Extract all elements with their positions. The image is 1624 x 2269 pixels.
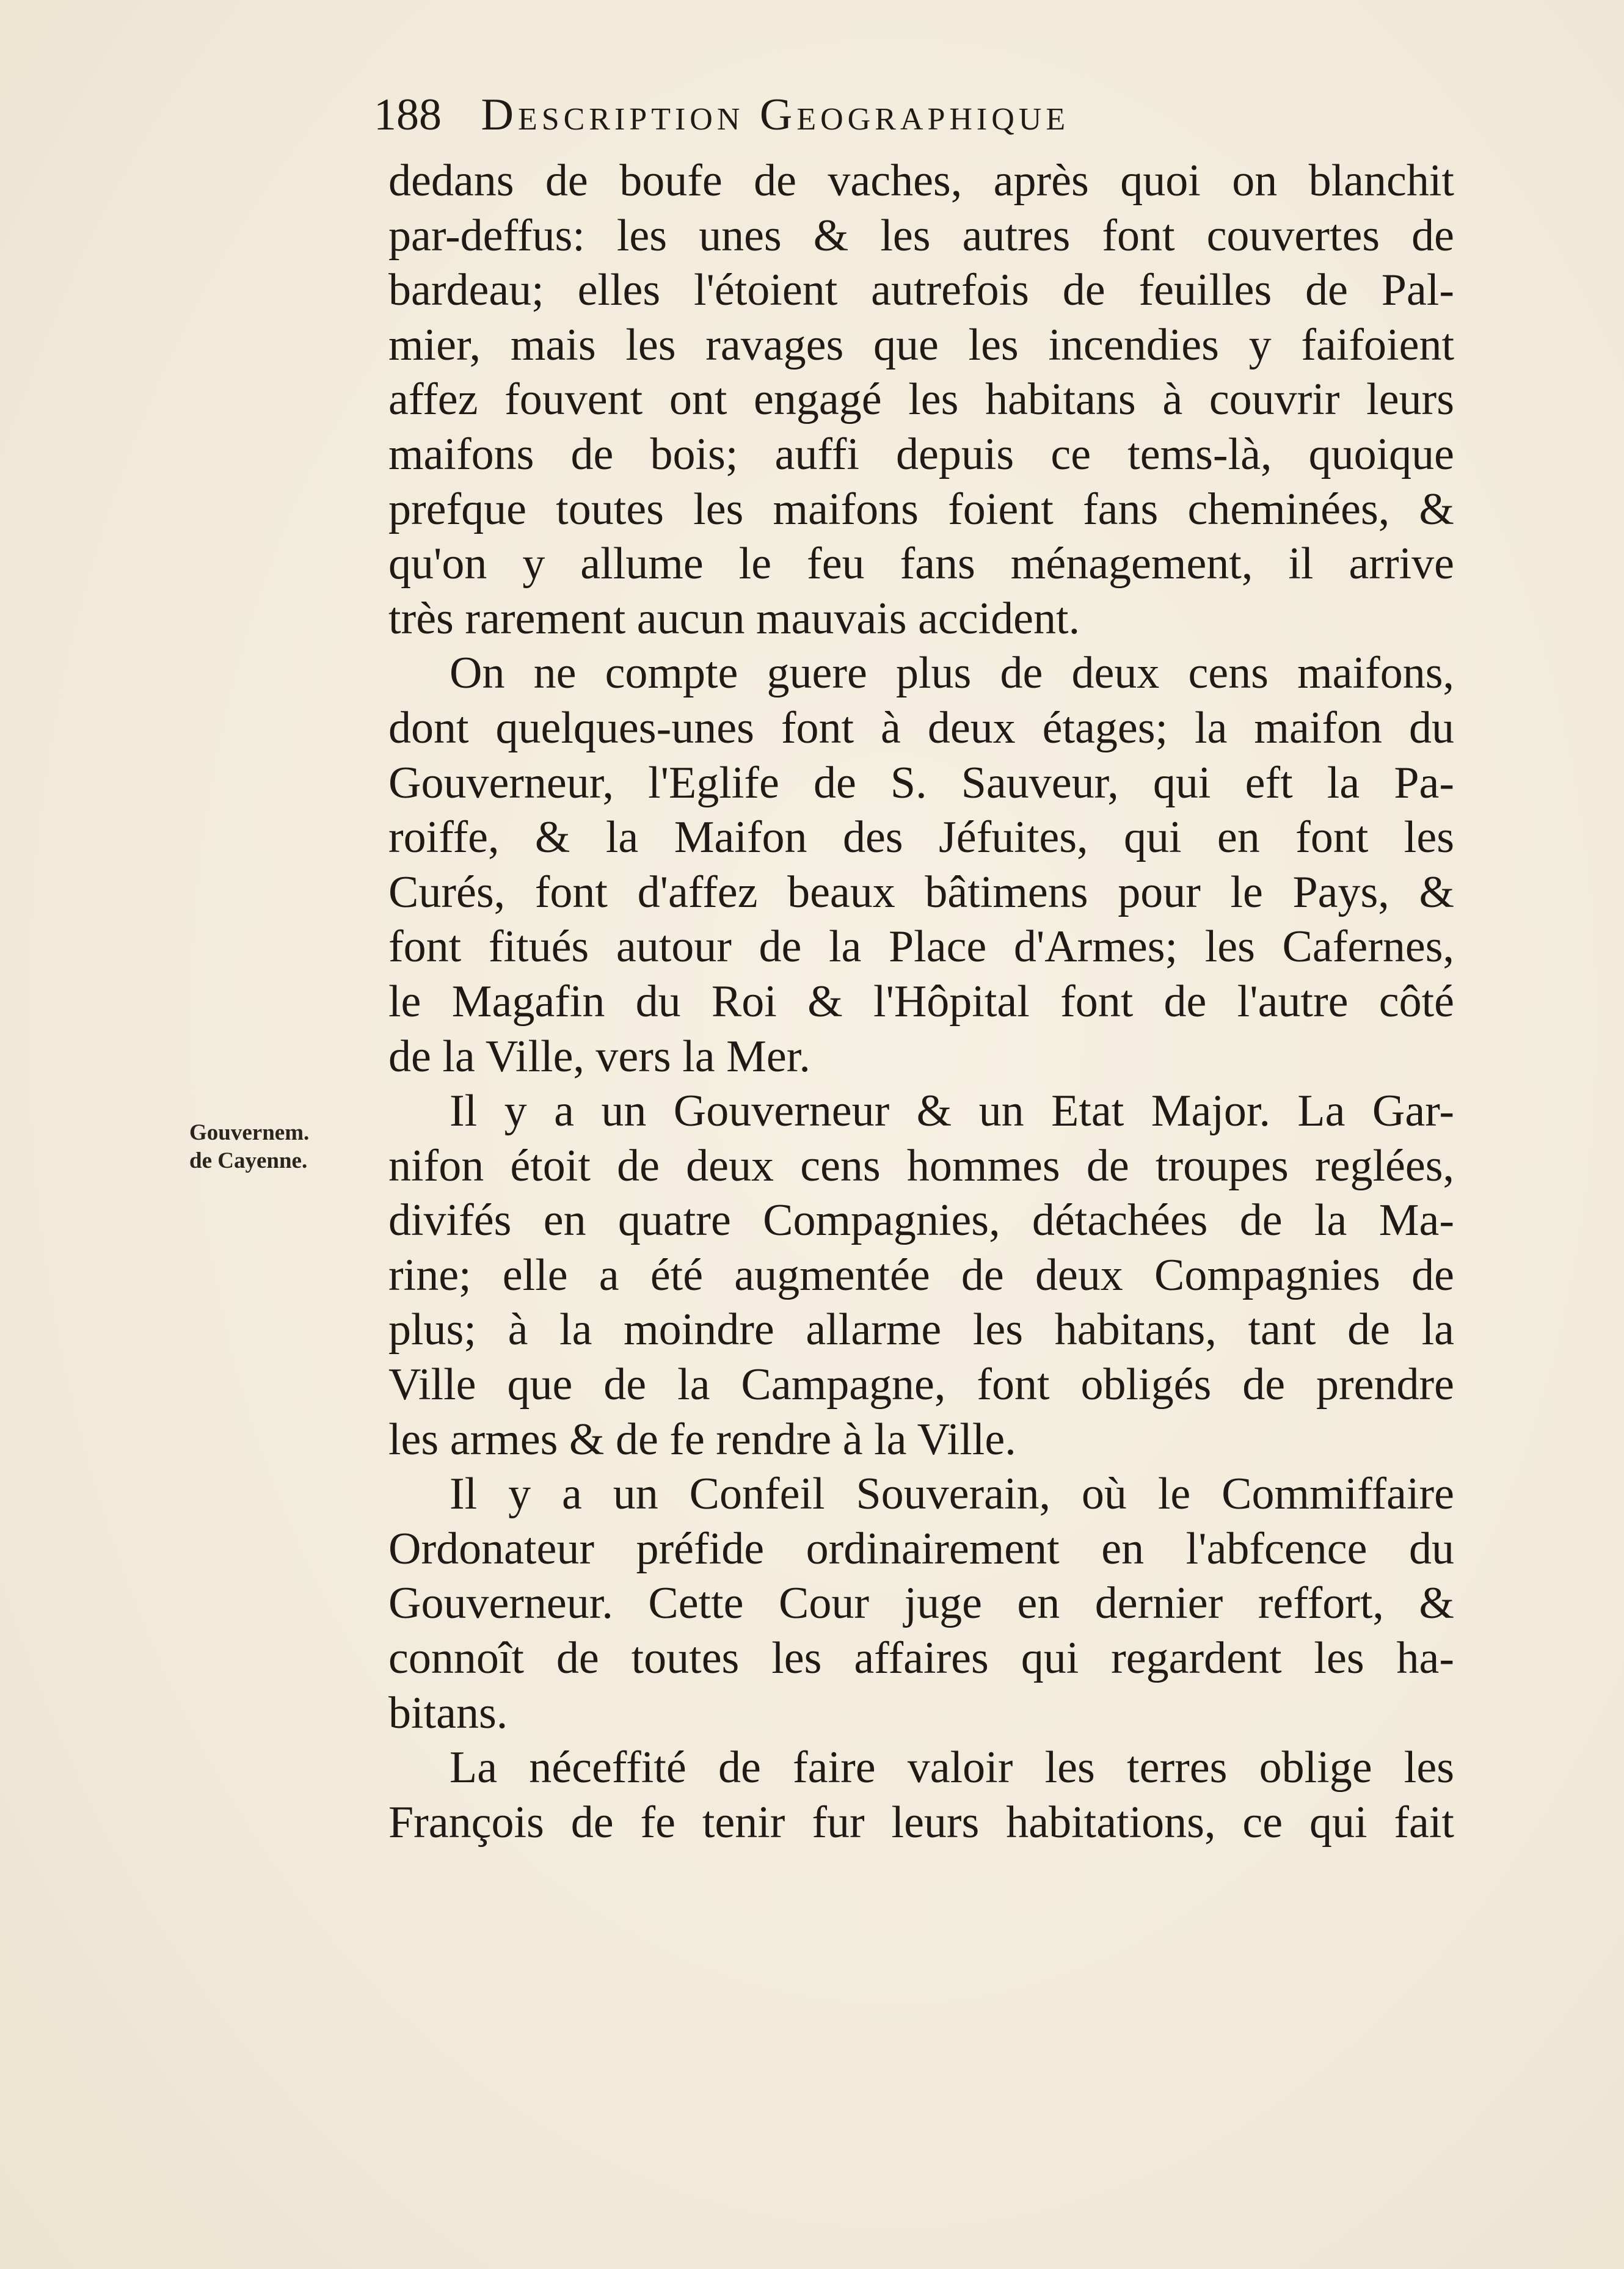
text-line: Gouverneur. Cette Cour juge en dernier reffort, & [388, 1578, 1454, 1629]
text-line: Il y a un Confeil Souverain, où le Commiffaire [450, 1469, 1454, 1520]
text-line: La néceffité de faire valoir les terres oblige les [450, 1743, 1454, 1793]
text-line: On ne compte guere plus de deux cens maifons, [450, 648, 1454, 699]
text-line: bardeau; elles l'étoient autrefois de feuilles de Pal- [388, 265, 1454, 316]
running-head [374, 84, 1461, 145]
text-line: Il y a un Gouverneur & un Etat Major. La Gar- [450, 1086, 1454, 1137]
text-line: prefque toutes les maifons foient fans cheminées, & [388, 484, 1454, 534]
text-line: le Magafin du Roi & l'Hôpital font de l'autre côté [388, 976, 1454, 1027]
text-line: François de fe tenir fur leurs habitations, ce qui fait [388, 1797, 1454, 1848]
text-line: les armes & de fe rendre à la Ville. [388, 1414, 1016, 1465]
text-line: Gouverneur, l'Eglife de S. Sauveur, qui eft la Pa- [388, 757, 1454, 808]
text-line: affez fouvent ont engagé les habitans à couvrir leurs [388, 374, 1454, 425]
text-line: dedans de boufe de vaches, après quoi on blanchit [388, 156, 1454, 206]
text-line: font fitués autour de la Place d'Armes; les Cafernes, [388, 922, 1454, 972]
text-line: mier, mais les ravages que les incendies y faifoient [388, 319, 1454, 370]
text-line: très rarement aucun mauvais accident. [388, 593, 1080, 644]
text-line: bitans. [388, 1688, 508, 1738]
text-line: par-deffus: les unes & les autres font couvertes de [388, 210, 1454, 261]
page-number: 188 [374, 90, 442, 140]
text-line: nifon étoit de deux cens hommes de troupes reglées, [388, 1140, 1454, 1191]
text-line: qu'on y allume le feu fans ménagement, il arrive [388, 539, 1454, 589]
text-line: divifés en quatre Compagnies, détachées de la Ma- [388, 1195, 1454, 1246]
margin-note-line: de Cayenne. [189, 1148, 308, 1173]
text-line: rine; elle a été augmentée de deux Compagnies de [388, 1250, 1454, 1300]
text-line: de la Ville, vers la Mer. [388, 1031, 810, 1082]
text-line: Ordonateur préfide ordinairement en l'abfcence du [388, 1523, 1454, 1574]
margin-note [189, 1119, 373, 1175]
text-line: plus; à la moindre allarme les habitans, tant de la [388, 1305, 1454, 1355]
text-line: connoît de toutes les affaires qui regardent les ha- [388, 1633, 1454, 1684]
text-line: dont quelques-unes font à deux étages; la maifon du [388, 702, 1454, 753]
text-line: maifons de bois; auffi depuis ce tems-là, quoique [388, 429, 1454, 479]
body-text [388, 154, 1454, 1850]
text-line: Ville que de la Campagne, font obligés de prendre [388, 1360, 1454, 1410]
running-title: Description Geographique [481, 90, 1070, 140]
text-line: Curés, font d'affez beaux bâtimens pour le Pays, & [388, 867, 1454, 917]
margin-note-line: Gouvernem. [189, 1120, 310, 1145]
text-line: roiffe, & la Maifon des Jéfuites, qui en font les [388, 812, 1454, 863]
